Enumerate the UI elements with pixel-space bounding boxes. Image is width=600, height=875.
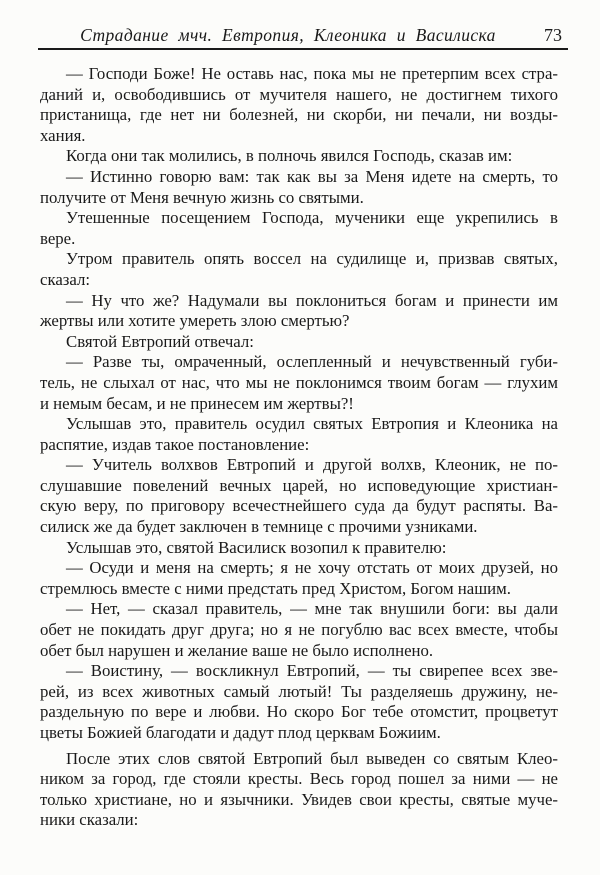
text-line: скую веру, по приговору всечестнейшего суда да будут распяты. Ва-	[40, 496, 558, 516]
text-line: стремлюсь вместе с ними предстать пред Христом, Богом нашим.	[40, 578, 511, 598]
text-line: — Господи Боже! Не оставь нас, пока мы не претерпим всех стра-	[66, 64, 558, 83]
paragraph	[40, 538, 558, 559]
text-line: жертвы или хотите умереть злою смертью?	[40, 311, 350, 331]
text-line: Услышав это, святой Василиск возопил к правителю:	[66, 537, 447, 557]
page-number: 73	[544, 25, 562, 45]
paragraph	[40, 599, 558, 661]
text-line: ники сказали:	[40, 810, 139, 830]
text-line: Утешенные посещением Господа, мученики еще укрепились в	[66, 208, 558, 228]
text-line: ником за город, где стояли кресты. Весь город пошел за ними — не	[40, 769, 558, 789]
text-line: получите от Меня вечную жизнь со святыми.	[40, 187, 364, 207]
text-line: — Нет, — сказал правитель, — мне так внушили боги: вы дали	[66, 599, 558, 619]
paragraph	[40, 249, 558, 290]
text-line: распятие, издав такое постановление:	[40, 434, 310, 454]
chapter-title: Страдание мчч. Евтропия, Клеоника и Василиска	[80, 25, 496, 45]
paragraph	[40, 455, 558, 537]
paragraph	[40, 352, 558, 414]
paragraph	[40, 208, 558, 249]
paragraph	[40, 291, 558, 332]
text-line: только христиане, но и язычники. Увидев свои кресты, святые муче-	[40, 789, 558, 809]
text-line: — Истинно говорю вам: так как вы за Меня идете на смерть, то	[66, 166, 558, 186]
text-line: — Учитель волхвов Евтропий и другой волхв, Клеоник, не по-	[66, 455, 558, 475]
text-line: После этих слов святой Евтропий был выведен со святым Клео-	[66, 748, 558, 768]
text-line: и немым бесам, и не принесем им жертвы?!	[40, 393, 354, 413]
paragraph	[40, 558, 558, 599]
text-line: Услышав это, правитель осудил святых Евтропия и Клеоника на	[66, 414, 558, 434]
text-line: рей, из всех животных самый лютый! Ты разделяешь дружину, не-	[40, 681, 558, 701]
paragraph	[40, 661, 558, 743]
text-line: Утром правитель опять воссел на судилище и, призвав святых,	[66, 249, 558, 269]
text-line: пристанища, где нет ни болезней, ни скорби, ни печали, ни возды-	[40, 105, 558, 125]
paragraph	[40, 749, 558, 831]
header-rule	[38, 48, 568, 50]
running-header	[38, 25, 568, 47]
text-line: раздельную по вере и любви. Но скоро Бог тебе отомстит, процветут	[40, 702, 558, 722]
text-line: Когда они так молились, в полночь явился Господь, сказав им:	[66, 146, 513, 166]
text-line: — Ну что же? Надумали вы поклониться богам и принести им	[66, 290, 558, 310]
paragraph	[40, 332, 558, 353]
paragraph	[40, 64, 558, 146]
text-line: тель, не слыхал от нас, что мы не поклонимся твоим богам — глухим	[40, 372, 558, 392]
text-line: — Осуди и меня на смерть; я не хочу отстать от моих друзей, но	[66, 558, 558, 578]
text-line: сказал:	[40, 269, 91, 289]
text-block	[40, 64, 558, 831]
text-line: — Разве ты, омраченный, ослепленный и нечувственный губи-	[66, 352, 558, 372]
text-line: вере.	[40, 228, 76, 248]
text-line: Святой Евтропий отвечал:	[66, 331, 254, 351]
text-line: слушавшие повелений вечных царей, но исповедующие христиан-	[40, 475, 558, 495]
text-line: хания.	[40, 125, 86, 145]
text-line: силиск же да будет заключен в темнице с прочими узниками.	[40, 517, 478, 537]
text-line: обет не покидать друг друга; но я не погублю вас всех вместе, чтобы	[40, 620, 558, 640]
text-line: цветы Божией благодати и дадут плод церквам Божиим.	[40, 723, 441, 742]
paragraph	[40, 414, 558, 455]
text-line: даний и, освободившись от мучителя нашего, не достигнем тихого	[40, 84, 558, 104]
paragraph	[40, 167, 558, 208]
paragraph	[40, 146, 558, 167]
text-line: обет был нарушен и желание ваше не было исполнено.	[40, 640, 434, 660]
text-line: — Воистину, — воскликнул Евтропий, — ты свирепее всех зве-	[66, 661, 558, 681]
